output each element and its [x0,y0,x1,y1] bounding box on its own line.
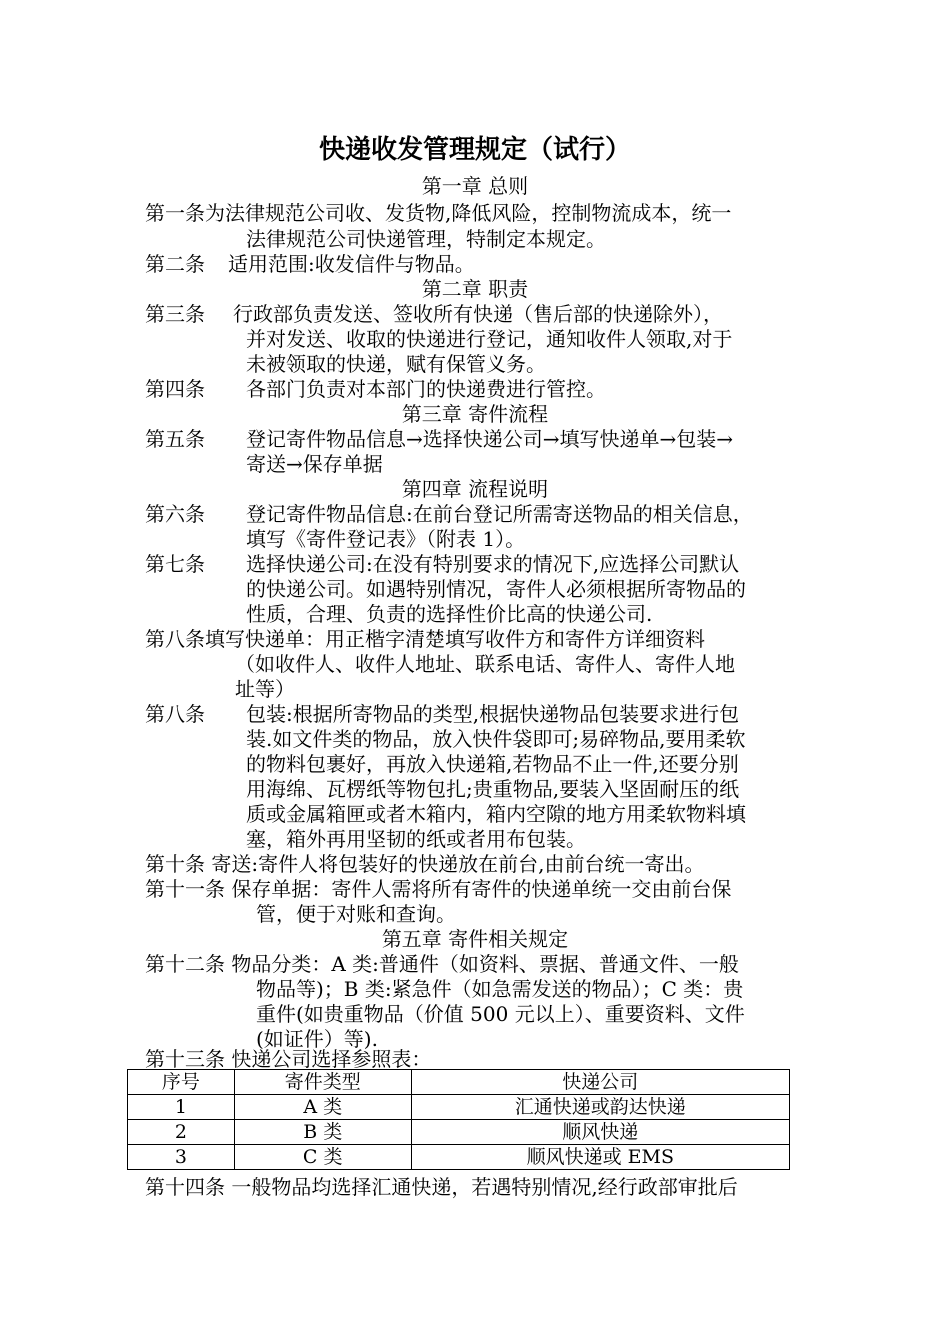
table-row [128,1095,790,1120]
table-row [128,1120,790,1145]
article-5-label: 第五条 [145,427,205,451]
article-12-line-1: 第十二条 物品分类：A 类:普通件（如资料、票据、普通文件、一般 [145,952,739,976]
article-4-label: 第四条 [145,377,205,401]
article-12-line-4: (如证件）等). [256,1027,378,1051]
table-cell: A 类 [234,1095,411,1120]
article-7-line-1: 选择快递公司:在没有特别要求的情况下,应选择公司默认 [246,552,740,576]
table-header-cell: 寄件类型 [234,1070,411,1095]
courier-reference-table [127,1069,790,1170]
article-4-text: 各部门负责对本部门的快递费进行管控。 [246,377,606,401]
article-8b-line-5: 质或金属箱匣或者木箱内，箱内空隙的地方用柔软物料填 [246,802,746,826]
article-1-line-2: 法律规范公司快递管理，特制定本规定。 [246,227,606,251]
article-1-line-1: 第一条为法律规范公司收、发货物,降低风险，控制物流成本，统一 [145,201,732,225]
article-7-label: 第七条 [145,552,205,576]
article-3-label: 第三条 [145,302,205,326]
table-cell: 2 [128,1120,235,1145]
chapter-2-heading: 第二章 职责 [421,277,529,301]
article-8b-line-1: 包装:根据所寄物品的类型,根据快递物品包装要求进行包 [246,702,740,726]
table-cell: 汇通快递或韵达快递 [411,1095,789,1120]
chapter-1-heading: 第一章 总则 [421,174,529,198]
article-10-text: 第十条 寄送:寄件人将包装好的快递放在前台,由前台统一寄出。 [145,852,705,876]
table-header-cell: 快递公司 [411,1070,789,1095]
article-2-label: 第二条 [145,252,205,276]
chapter-5-heading: 第五章 寄件相关规定 [381,927,569,951]
article-8b-line-3: 的物料包裹好，再放入快递箱,若物品不止一件,还要分别 [246,752,739,776]
article-8a-line-3: 址等） [235,677,295,701]
article-8b-line-2: 装.如文件类的物品，放入快件袋即可;易碎物品,要用柔软 [246,727,746,751]
table-row [128,1145,790,1170]
table-cell: 3 [128,1145,235,1170]
table-cell: 顺风快递或 EMS [411,1145,789,1170]
article-7-line-2: 的快递公司。如遇特别情况，寄件人必须根据所寄物品的 [246,577,746,601]
table-cell: C 类 [234,1145,411,1170]
article-14-text: 第十四条 一般物品均选择汇通快递，若遇特别情况,经行政部审批后 [145,1175,738,1199]
article-12-line-3: 重件(如贵重物品（价值 500 元以上）、重要资料、文件 [256,1002,745,1026]
article-11-line-1: 第十一条 保存单据：寄件人需将所有寄件的快递单统一交由前台保 [145,877,732,901]
article-8a-line-2: （如收件人、收件人地址、联系电话、寄件人、寄件人地 [235,652,735,676]
table-header-row [128,1070,790,1095]
article-6-line-1: 登记寄件物品信息:在前台登记所需寄送物品的相关信息， [246,502,753,526]
article-7-line-3: 性质，合理、负责的选择性价比高的快递公司. [246,602,653,626]
article-13-text: 第十三条 快递公司选择参照表： [145,1047,432,1071]
article-11-line-2: 管，便于对账和查询。 [256,902,456,926]
chapter-4-heading: 第四章 流程说明 [401,477,549,501]
article-8a-line-1: 第八条填写快递单：用正楷字清楚填写收件方和寄件方详细资料 [145,627,705,651]
article-3-line-1: 行政部负责发送、签收所有快递（售后部的快递除外）， [233,302,723,326]
article-12-line-2: 物品等)；B 类:紧急件（如急需发送的物品）；C 类：贵 [256,977,744,1001]
article-2-text: 适用范围:收发信件与物品。 [228,252,475,276]
article-3-line-3: 未被领取的快递，赋有保管义务。 [246,352,546,376]
article-5-line-2: 寄送→保存单据 [246,452,383,476]
article-5-line-1: 登记寄件物品信息→选择快递公司→填写快递单→包装→ [246,427,734,451]
table-cell: 顺风快递 [411,1120,789,1145]
article-8b-label: 第八条 [145,702,205,726]
document-title: 快递收发管理规定（试行） [318,135,631,165]
table-header-cell: 序号 [128,1070,235,1095]
article-8b-line-6: 塞，箱外再用坚韧的纸或者用布包装。 [246,827,586,851]
article-8b-line-4: 用海绵、瓦楞纸等物包扎;贵重物品,要装入坚固耐压的纸 [246,777,740,801]
article-6-label: 第六条 [145,502,205,526]
table-cell: 1 [128,1095,235,1120]
article-3-line-2: 并对发送、收取的快递进行登记，通知收件人领取,对于 [246,327,733,351]
article-6-line-2: 填写《寄件登记表》（附表 1）。 [246,527,526,551]
chapter-3-heading: 第三章 寄件流程 [401,402,549,426]
table-cell: B 类 [234,1120,411,1145]
